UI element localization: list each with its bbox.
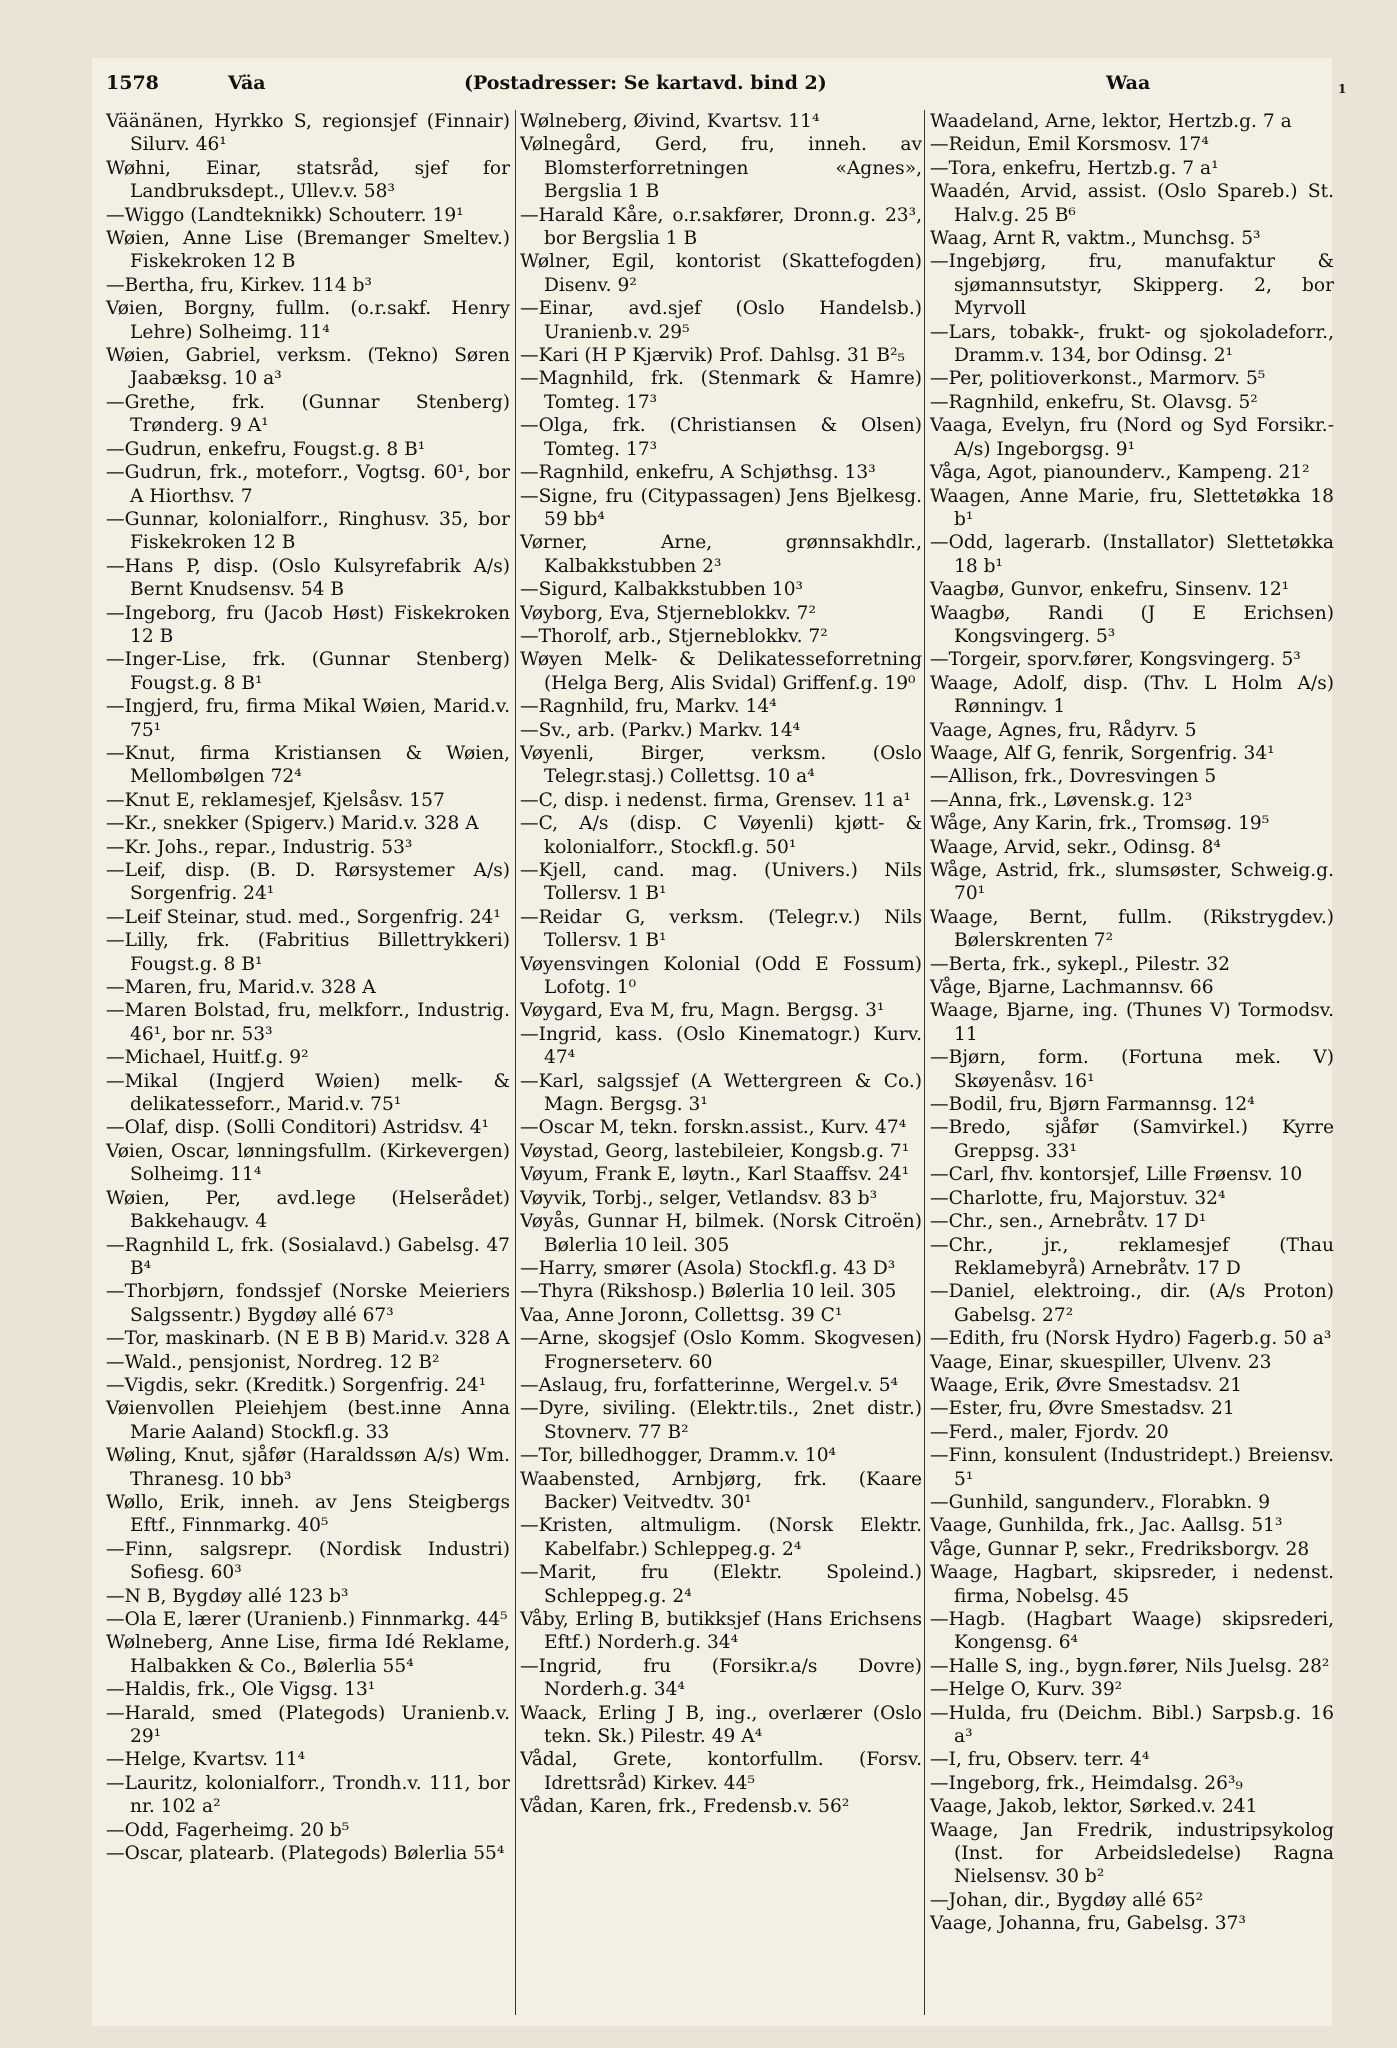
directory-entry: —Knut E, reklamesjef, Kjelsåsv. 157 [106,789,445,811]
directory-entry: Vøystad, Georg, lastebileier, Kongsb.g. 7¹ [520,1140,910,1162]
directory-entry: —Harry, smører (Asola) Stockfl.g. 43 D³ [520,1257,896,1279]
column-1 [106,110,510,1865]
column-2 [520,110,922,1819]
directory-entry: —Hans P, disp. (Oslo Kulsyrefabrik A/s) Bernt Knudsensv. 54 B [106,555,510,601]
directory-entry: —Sv., arb. (Parkv.) Markv. 14⁴ [520,719,801,741]
directory-entry: Vøyås, Gunnar H, bilmek. (Norsk Citroën) Bølerlia 10 leil. 305 [520,1211,922,1256]
directory-entry: Vaaga, Evelyn, fru (Nord og Syd Forsikr.-A/s) Ingeborgsg. 9¹ [930,415,1334,460]
directory-entry: Vaage, Einar, skuespiller, Ulvenv. 23 [930,1351,1272,1373]
directory-entry: —Lilly, frk. (Fabritius Billettrykkeri) Fougst.g. 8 B¹ [106,930,510,975]
directory-entry: —Thorolf, arb., Stjerneblokkv. 7² [520,625,828,647]
directory-entry: —Bodil, fru, Bjørn Farmannsg. 12⁴ [930,1094,1255,1116]
directory-entry: Waadén, Arvid, assist. (Oslo Spareb.) St. Halv.g. 25 B⁶ [930,181,1334,226]
directory-entry: Vaa, Anne Joronn, Collettsg. 39 C¹ [520,1304,843,1326]
directory-entry: Vaage, Agnes, fru, Rådyrv. 5 [930,719,1197,741]
directory-entry: —Finn, konsulent (Industridept.) Breiensv. 5¹ [930,1445,1334,1490]
directory-entry: Wølneberg, Anne Lise, firma Idé Reklame, Halbakken & Co., Bølerlia 55⁴ [106,1632,510,1677]
directory-entry: —Berta, frk., sykepl., Pilestr. 32 [930,953,1230,975]
directory-entry: —Sigurd, Kalbakkstubben 10³ [520,579,804,601]
header-note: (Postadresser: Se kartavd. bind 2) [464,72,827,94]
directory-entry: Vølnegård, Gerd, fru, inneh. av Blomsterforretningen «Agnes», Bergslia 1 B [520,134,922,203]
directory-entry: Vaage, Jakob, lektor, Sørked.v. 241 [930,1796,1258,1818]
directory-entry: —Ragnhild L, frk. (Sosialavd.) Gabelsg. 47 B⁴ [106,1234,510,1279]
directory-entry: Waabensted, Arnbjørg, frk. (Kaare Backer) Veitvedtv. 30¹ [520,1468,922,1513]
directory-entry: Waage, Bjarne, ing. (Thunes V) Tormodsv. 11 [930,1000,1334,1045]
directory-entry: Vøien, Borgny, fullm. (o.r.sakf. Henry Lehre) Solheimg. 11⁴ [106,298,510,343]
directory-entry: —I, fru, Observ. terr. 4⁴ [930,1749,1150,1771]
directory-entry: —Harald Kåre, o.r.sakfører, Dronn.g. 23³, bor Bergslia 1 B [520,204,922,250]
directory-entry: Waage, Arvid, sekr., Odinsg. 8⁴ [930,836,1221,858]
directory-entry: Waagbø, Randi (J E Erichsen) Kongsvingerg. 5³ [930,602,1334,647]
directory-entry: —Kr., snekker (Spigerv.) Marid.v. 328 A [106,813,479,835]
directory-entry: —N B, Bygdøy allé 123 b³ [106,1585,349,1607]
directory-entry: Vøygard, Eva M, fru, Magn. Bergsg. 3¹ [520,1000,885,1022]
directory-entry: Vaage, Johanna, fru, Gabelsg. 37³ [930,1913,1246,1935]
directory-entry: Vøyensvingen Kolonial (Odd E Fossum) Lofotg. 1⁰ [520,953,922,999]
directory-entry: —Kristen, altmuligm. (Norsk Elektr. Kabelfabr.) Schleppeg.g. 2⁴ [520,1515,922,1560]
directory-entry: —Grethe, frk. (Gunnar Stenberg) Trønderg. 9 A¹ [106,391,510,437]
page-number: 1578 [106,72,159,94]
directory-entry: —Karl, salgssjef (A Wettergreen & Co.) Magn. Bergsg. 3¹ [520,1070,922,1116]
directory-entry: —Knut, firma Kristiansen & Wøien, Mellombølgen 72⁴ [106,742,510,788]
directory-entry: Wøllo, Erik, inneh. av Jens Steigbergs Eftf., Finnmarkg. 40⁵ [106,1491,510,1537]
directory-entry: —Bjørn, form. (Fortuna mek. V) Skøyenåsv. 16¹ [930,1047,1334,1092]
directory-entry: —Bertha, fru, Kirkev. 114 b³ [106,274,372,296]
directory-entry: —Ester, fru, Øvre Smestadsv. 21 [930,1398,1235,1420]
directory-entry: —Inger-Lise, frk. (Gunnar Stenberg) Fougst.g. 8 B¹ [106,649,510,694]
directory-entry: Waack, Erling J B, ing., overlærer (Oslo tekn. Sk.) Pilestr. 49 A⁴ [520,1702,922,1748]
directory-entry: —Marit, fru (Elektr. Spoleind.) Schleppeg.g. 2⁴ [520,1562,922,1607]
directory-entry: Wøling, Knut, sjåfør (Haraldssøn A/s) Wm. Thranesg. 10 bb³ [106,1445,510,1490]
directory-entry: Vørner, Arne, grønnsakhdlr., Kalbakkstubben 2³ [520,532,922,577]
corner-mark: 1 [1338,82,1347,96]
directory-entry: Waage, Alf G, fenrik, Sorgenfrig. 34¹ [930,742,1275,764]
directory-entry: Wøien, Gabriel, verksm. (Tekno) Søren Jaabæksg. 10 a³ [106,345,510,390]
right-guide-word: Waa [1106,72,1151,94]
directory-entry: Wøyen Melk- & Delikatesseforretning (Helga Berg, Alis Svidal) Griffenf.g. 19⁰ [520,649,922,694]
directory-entry: —Ferd., maler, Fjordv. 20 [930,1421,1169,1443]
directory-entry: —Wiggo (Landteknikk) Schouterr. 19¹ [106,204,464,226]
directory-entry: Väänänen, Hyrkko S, regionsjef (Finnair) Silurv. 46¹ [106,111,510,156]
directory-entry: —C, A/s (disp. C Vøyenli) kjøtt- & kolonialforr., Stockfl.g. 50¹ [520,813,922,858]
directory-entry: —Leif Steinar, stud. med., Sorgenfrig. 24¹ [106,906,501,928]
directory-entry: Vøyum, Frank E, løytn., Karl Staaffsv. 24¹ [520,1164,910,1186]
directory-entry: Vaage, Gunhilda, frk., Jac. Aallsg. 51³ [930,1515,1283,1537]
directory-entry: —Ingjerd, fru, firma Mikal Wøien, Marid.v. 75¹ [106,696,510,741]
directory-entry: Wøien, Anne Lise (Bremanger Smeltev.) Fiskekroken 12 B [106,228,510,273]
directory-entry: Waage, Erik, Øvre Smestadsv. 21 [930,1374,1243,1396]
directory-entry: —Reidar G, verksm. (Telegr.v.) Nils Tollersv. 1 B¹ [520,906,922,952]
directory-entry: Wølner, Egil, kontorist (Skattefogden) Disenv. 9² [520,251,922,296]
directory-entry: —Ola E, lærer (Uranienb.) Finnmarkg. 44⁵ [106,1609,508,1630]
directory-entry: —Tor, billedhogger, Dramm.v. 10⁴ [520,1445,836,1467]
directory-entry: —Aslaug, fru, forfatterinne, Wergel.v. 5⁴ [520,1374,899,1396]
directory-entry: —Olga, frk. (Christiansen & Olsen) Tomteg. 17³ [520,415,922,460]
directory-entry: —Torgeir, sporv.fører, Kongsvingerg. 5³ [930,649,1301,671]
directory-entry: —Kari (H P Kjærvik) Prof. Dahlsg. 31 B²₅ [520,345,905,367]
directory-entry: —C, disp. i nedenst. firma, Grensev. 11 a¹ [520,789,911,811]
directory-entry: —Kjell, cand. mag. (Univers.) Nils Tollersv. 1 B¹ [520,860,922,905]
directory-entry: —Allison, frk., Dovresvingen 5 [930,766,1217,788]
directory-entry: Waagen, Anne Marie, fru, Slettetøkka 18 b¹ [930,485,1334,530]
directory-entry: —Bredo, sjåfør (Samvirkel.) Kyrre Greppsg. 33¹ [930,1117,1334,1162]
directory-entry: —Tora, enkefru, Hertzb.g. 7 a¹ [930,157,1219,179]
directory-entry: Waage, Adolf, disp. (Thv. L Holm A/s) Rønningv. 1 [930,672,1334,718]
directory-entry: Wåge, Any Karin, frk., Tromsøg. 19⁵ [930,813,1270,835]
directory-entry: —Olaf, disp. (Solli Conditori) Astridsv. 4¹ [106,1117,489,1139]
directory-entry: —Wald., pensjonist, Nordreg. 12 B² [106,1351,440,1373]
directory-entry: Våge, Gunnar P, sekr., Fredriksborgv. 28 [930,1538,1310,1560]
directory-entry: Waag, Arnt R, vaktm., Munchsg. 5³ [930,228,1261,250]
directory-entry: Waage, Jan Fredrik, industripsykolog (Inst. for Arbeidsledelse) Ragna Nielsensv. 30 b² [930,1819,1334,1888]
directory-entry: —Gudrun, frk., moteforr., Vogtsg. 60¹, bor A Hiorthsv. 7 [106,462,510,507]
directory-entry: Wølneberg, Øivind, Kvartsv. 11⁴ [520,111,820,132]
directory-entry: Waadeland, Arne, lektor, Hertzb.g. 7 a [930,111,1292,132]
directory-entry: —Hulda, fru (Deichm. Bibl.) Sarpsb.g. 16 a³ [930,1702,1334,1748]
directory-entry: Wøien, Per, avd.lege (Helserådet) Bakkehaugv. 4 [106,1187,510,1233]
directory-entry: —Reidun, Emil Korsmosv. 17⁴ [930,134,1209,156]
directory-entry: —Signe, fru (Citypassagen) Jens Bjelkesg. 59 bb⁴ [520,485,922,530]
directory-entry: —Gunnar, kolonialforr., Ringhusv. 35, bor Fiskekroken 12 B [106,508,510,554]
directory-entry: Waage, Bernt, fullm. (Rikstrygdev.) Bølerskrenten 7² [930,906,1334,952]
directory-entry: —Vigdis, sekr. (Kreditk.) Sorgenfrig. 24¹ [106,1374,487,1396]
directory-entry: —Ingrid, fru (Forsikr.a/s Dovre) Norderh.g. 34⁴ [520,1655,922,1701]
directory-entry: —Harald, smed (Plategods) Uranienb.v. 29¹ [106,1702,510,1748]
directory-entry: Vaagbø, Gunvor, enkefru, Sinsenv. 12¹ [930,579,1290,601]
directory-entry: —Magnhild, frk. (Stenmark & Hamre) Tomteg. 17³ [520,368,922,413]
directory-entry: —Per, politioverkonst., Marmorv. 5⁵ [930,368,1266,390]
directory-entry: —Ragnhild, enkefru, A Schjøthsg. 13³ [520,462,876,484]
directory-entry: —Daniel, elektroing., dir. (A/s Proton) Gabelsg. 27² [930,1281,1334,1326]
directory-entry: Våga, Agot, pianounderv., Kampeng. 21² [930,462,1310,484]
directory-entry: —Haldis, frk., Ole Vigsg. 13¹ [106,1679,376,1701]
directory-entry: —Helge, Kvartsv. 11⁴ [106,1749,306,1771]
directory-entry: Våge, Bjarne, Lachmannsv. 66 [930,977,1214,999]
directory-entry: —Oscar M, tekn. forskn.assist., Kurv. 47⁴ [520,1117,907,1139]
directory-entry: —Lars, tobakk-, frukt- og sjokoladeforr., Dramm.v. 134, bor Odinsg. 2¹ [930,321,1334,367]
directory-entry: —Ingebjørg, fru, manufaktur & sjømannsutstyr, Skipperg. 2, bor Myrvoll [930,251,1334,320]
directory-entry: Vøien, Oscar, lønningsfullm. (Kirkevergen) Solheimg. 11⁴ [106,1140,510,1186]
directory-entry: Vådan, Karen, frk., Fredensb.v. 56² [520,1796,850,1818]
left-guide-word: Väa [228,72,266,94]
directory-entry: Wøhni, Einar, statsråd, sjef for Landbruksdept., Ullev.v. 58³ [106,157,510,203]
directory-entry: Vådal, Grete, kontorfullm. (Forsv. Idrettsråd) Kirkev. 44⁵ [520,1749,922,1794]
directory-entry: —Arne, skogsjef (Oslo Komm. Skogvesen) Frognerseterv. 60 [520,1328,922,1373]
directory-entry: —Odd, lagerarb. (Installator) Slettetøkka 18 b¹ [930,532,1334,577]
directory-entry: —Anna, frk., Løvensk.g. 12³ [930,789,1193,811]
directory-entry: —Ingeborg, fru (Jacob Høst) Fiskekroken 12 B [106,602,510,647]
directory-entry: Vøyvik, Torbj., selger, Vetlandsv. 83 b³ [520,1187,878,1209]
directory-entry: Wåge, Astrid, frk., slumsøster, Schweig.g. 70¹ [930,860,1334,905]
directory-entry: —Leif, disp. (B. D. Rørsystemer A/s) Sorgenfrig. 24¹ [106,860,510,905]
directory-entry: Waage, Hagbart, skipsreder, i nedenst. firma, Nobelsg. 45 [930,1562,1334,1607]
directory-page [92,58,1347,2026]
directory-entry: —Gudrun, enkefru, Fougst.g. 8 B¹ [106,438,426,460]
directory-entry: —Halle S, ing., bygn.fører, Nils Juelsg. 28² [930,1655,1330,1677]
directory-entry: Vøienvollen Pleiehjem (best.inne Anna Marie Aaland) Stockfl.g. 33 [106,1398,510,1443]
directory-entry: —Tor, maskinarb. (N E B B) Marid.v. 328 A [106,1328,510,1350]
column-divider [515,110,516,2015]
directory-entry: —Johan, dir., Bygdøy allé 65² [930,1889,1204,1911]
directory-entry: —Ingeborg, frk., Heimdalsg. 26³₉ [930,1772,1243,1794]
directory-entry: —Chr., sen., Arnebråtv. 17 D¹ [930,1211,1207,1233]
directory-entry: —Helge O, Kurv. 39² [930,1679,1123,1701]
directory-entry: —Oscar, platearb. (Plategods) Bølerlia 55⁴ [106,1843,505,1865]
directory-entry: —Ragnhild, fru, Markv. 14⁴ [520,696,777,718]
directory-entry: —Hagb. (Hagbart Waage) skipsrederi, Kongensg. 6⁴ [930,1609,1334,1654]
directory-entry: Våby, Erling B, butikksjef (Hans Erichsens Eftf.) Norderh.g. 34⁴ [520,1609,922,1654]
directory-entry: —Michael, Huitf.g. 9² [106,1047,309,1069]
directory-entry: —Charlotte, fru, Majorstuv. 32⁴ [930,1187,1226,1209]
directory-entry: Vøyenli, Birger, verksm. (Oslo Telegr.stasj.) Collettsg. 10 a⁴ [520,742,922,788]
directory-entry: —Kr. Johs., repar., Industrig. 53³ [106,836,413,858]
directory-entry: —Finn, salgsrepr. (Nordisk Industri) Sofiesg. 60³ [106,1538,510,1584]
directory-entry: —Thorbjørn, fondssjef (Norske Meieriers Salgssentr.) Bygdøy allé 67³ [106,1281,510,1326]
directory-entry: Vøyborg, Eva, Stjerneblokkv. 7² [520,602,816,624]
directory-entry: —Lauritz, kolonialforr., Trondh.v. 111, bor nr. 102 a² [106,1772,510,1818]
directory-entry: —Einar, avd.sjef (Oslo Handelsb.) Uranienb.v. 29⁵ [520,298,922,343]
page-header [106,68,1347,102]
directory-entry: —Dyre, siviling. (Elektr.tils., 2net distr.) Stovnerv. 77 B² [520,1398,922,1443]
column-3 [930,110,1334,1936]
directory-entry: —Thyra (Rikshosp.) Bølerlia 10 leil. 305 [520,1281,897,1303]
directory-entry: —Maren Bolstad, fru, melkforr., Industrig. 46¹, bor nr. 53³ [106,1000,510,1045]
directory-entry: —Odd, Fagerheimg. 20 b⁵ [106,1819,350,1841]
directory-entry: —Maren, fru, Marid.v. 328 A [106,977,376,999]
directory-entry: —Edith, fru (Norsk Hydro) Fagerb.g. 50 a³ [930,1328,1332,1350]
directory-entry: —Mikal (Ingjerd Wøien) melk- & delikatesseforr., Marid.v. 75¹ [106,1070,510,1116]
column-divider [924,110,925,2015]
directory-entry: —Chr., jr., reklamesjef (Thau Reklamebyrå) Arnebråtv. 17 D [930,1234,1334,1279]
directory-entry: —Ragnhild, enkefru, St. Olavsg. 5² [930,391,1258,413]
directory-entry: —Carl, fhv. kontorsjef, Lille Frøensv. 10 [930,1164,1303,1186]
directory-entry: —Ingrid, kass. (Oslo Kinematogr.) Kurv. 47⁴ [520,1023,922,1069]
directory-entry: —Gunhild, sangunderv., Florabkn. 9 [930,1491,1271,1513]
